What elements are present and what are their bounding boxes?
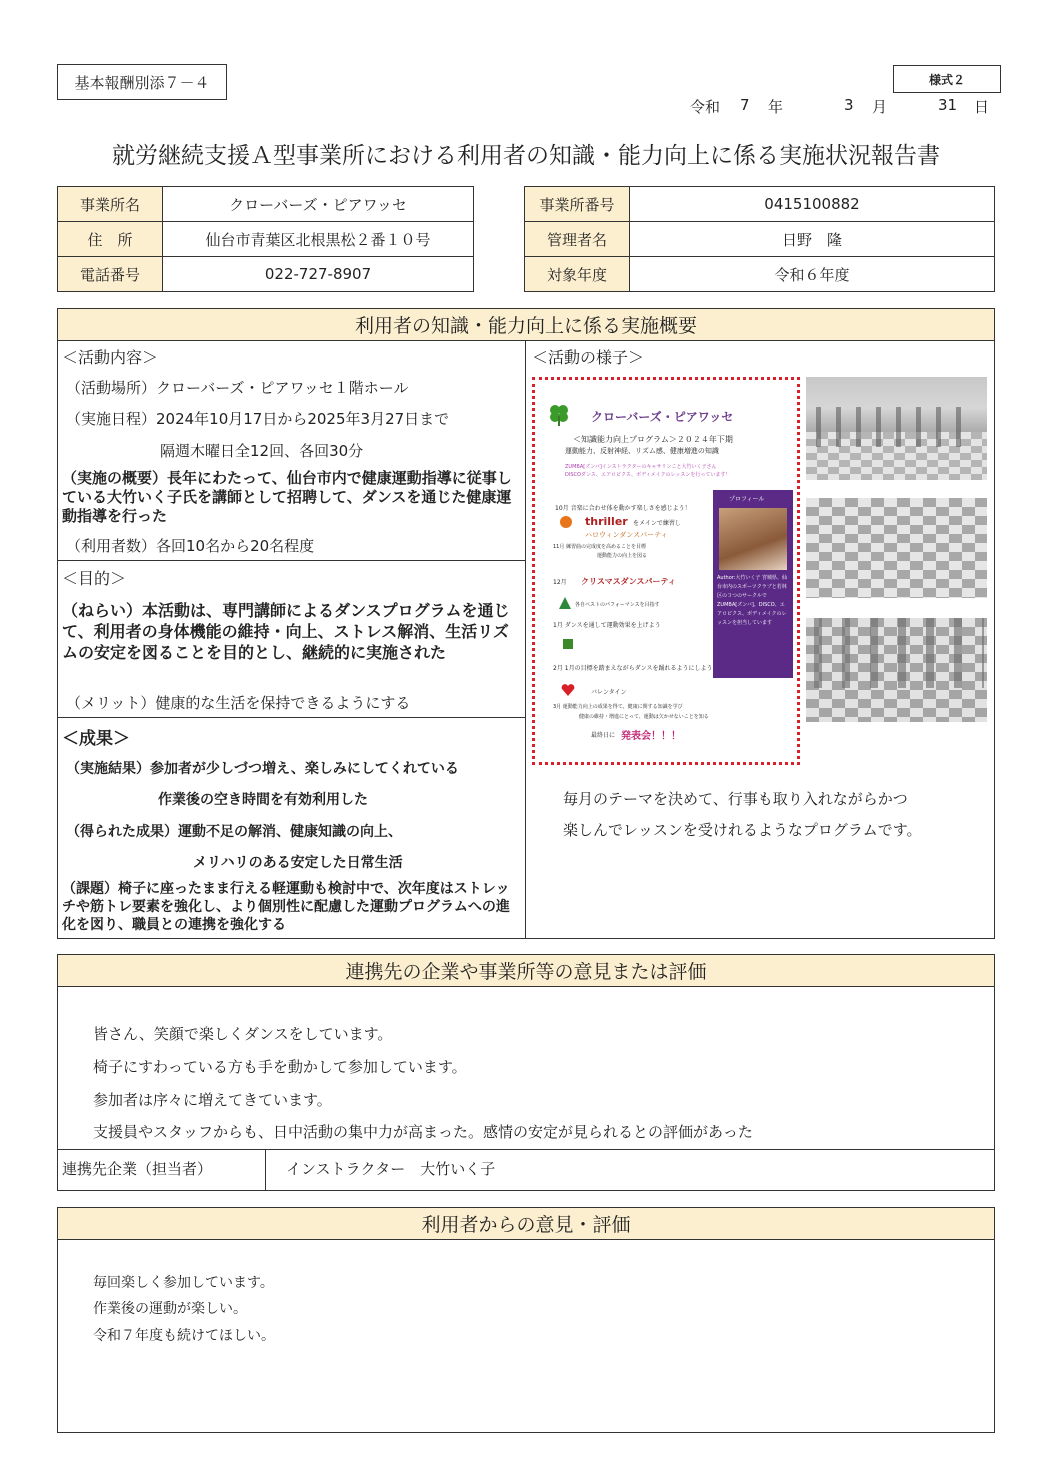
purpose-merit: （メリット）健康的な生活を保持できるようにする <box>66 694 411 712</box>
report-date <box>690 96 990 118</box>
overview-title: 利用者の知識・能力向上に係る実施概要 <box>58 309 994 341</box>
info-table-left <box>57 186 474 292</box>
clover-icon <box>547 402 571 426</box>
value-phone: 022-727-8907 <box>264 265 372 283</box>
scene-caption-1: 毎月のテーマを決めて、行事も取り入れながらかつ <box>563 790 908 808</box>
flyer-sub: ＜知識能力向上プログラム＞２０２４年下期 <box>573 435 733 444</box>
user-title: 利用者からの意見・評価 <box>58 1208 994 1240</box>
label-phone: 電話番号 <box>58 257 163 291</box>
flyer-feb <box>553 663 712 672</box>
flyer-mar-desc2: 健康の維持・増進にとって、運動は欠かせないことを知る <box>579 714 709 720</box>
feb-desc: 1月の目標を踏まえながらダンスを踊れるようにしよう <box>564 665 713 672</box>
label-office-number: 事業所番号 <box>525 187 630 222</box>
flyer-name: クローバーズ・ピアワッセ <box>591 410 734 424</box>
label-target-year: 対象年度 <box>525 257 630 291</box>
flyer-line1: 運動能力、反射神経、リズム感、健康増進の知識 <box>565 447 719 455</box>
flyer-thriller: thriller <box>585 515 628 528</box>
dance-photo-1 <box>806 377 987 480</box>
feb-label: 2月 <box>553 665 563 672</box>
flyer-thriller-desc: をメインで練習し <box>633 520 681 527</box>
value-target-year: 令和６年度 <box>774 265 850 284</box>
date-day-unit: 日 <box>974 98 990 116</box>
pumpkin-icon <box>559 514 573 528</box>
program-flyer <box>532 377 800 765</box>
activity-heading: ＜活動内容＞ <box>62 348 159 367</box>
scene-heading: ＜活動の様子＞ <box>532 348 645 367</box>
oct-desc: 音楽に合わせ体を動かす楽しさを感じよう！ <box>570 505 691 512</box>
jan-label: 1月 <box>553 622 563 629</box>
partner-line-2: 椅子にすわっている方も手を動かして参加しています。 <box>93 1058 467 1076</box>
activity-place: （活動場所）クローバーズ・ピアワッセ１階ホール <box>66 379 409 397</box>
activity-participants: （利用者数）各回10名から20名程度 <box>66 537 315 555</box>
date-month: 3 <box>844 96 854 114</box>
profile-text: Author:大竹いく子 宮城県、仙台市内のスポーツクラブと若林区の３つのサークルでZUMBA[ズンバ]、DISCO、エアロビクス、ボディメイクのレッスンを担当しています <box>717 575 788 626</box>
value-manager: 日野 隆 <box>630 222 994 257</box>
user-section <box>57 1207 995 1433</box>
purpose-aim: （ねらい）本活動は、専門講師によるダンスプログラムを通じて、利用者の身体機能の維持・向上、ストレス解消、生活リズムの安定を図ることを目的とし、継続的に実施された <box>62 601 510 662</box>
activity-schedule: （実施日程）2024年10月17日から2025年3月27日まで <box>66 410 450 428</box>
flyer-final: 最終日に <box>591 732 616 739</box>
flyer-best: 各自ベストのパフォーマンスを目指す <box>575 602 660 608</box>
result-implementation-2: 作業後の空き時間を有効利用した <box>158 792 368 808</box>
nov-label: 11月 <box>553 544 565 550</box>
tree-icon <box>559 597 571 611</box>
flyer-valentine: バレンタイン <box>591 689 627 696</box>
form-number-box <box>893 65 1001 93</box>
flyer-line2: ZUMBA[ズンバ]インストラクターのキャサリンこと大竹いく子さん <box>565 464 717 470</box>
flyer-jan <box>553 620 661 629</box>
result-implementation: （実施結果）参加者が少しづつ増え、楽しみにしてくれている <box>66 761 459 777</box>
partner-title: 連携先の企業や事業所等の意見または評価 <box>58 955 994 987</box>
value-office-number: 0415100882 <box>630 187 994 222</box>
nov-desc: 練習曲の完成度を高めることを目標 <box>565 544 646 550</box>
flyer-nov <box>553 543 646 550</box>
flyer-dec: 12月 <box>553 579 567 586</box>
partner-company-label: 連携先企業（担当者） <box>62 1160 213 1178</box>
flyer-halloween: ハロウィンダンスパーティ <box>585 531 668 539</box>
flyer-recital: 発表会！！！ <box>621 731 681 742</box>
partner-line-3: 参加者は序々に増えてきています。 <box>93 1091 332 1109</box>
scene-caption-2: 楽しんでレッスンを受けれるようなプログラムです。 <box>563 821 922 839</box>
flyer-line3: DISCOダンス、エアロビクス、ボディメイクのレッスンを行っています！ <box>565 472 731 478</box>
results-heading: ＜成果＞ <box>62 729 130 749</box>
partner-line-4: 支援員やスタッフからも、日中活動の集中力が高まった。感情の安定が見られるとの評価があった <box>93 1123 753 1141</box>
date-era: 令和 <box>690 98 721 116</box>
kadomatsu-icon <box>561 637 575 651</box>
date-day: 31 <box>938 96 958 114</box>
dance-photo-3 <box>806 618 987 722</box>
profile-card <box>713 490 793 678</box>
purpose-heading: ＜目的＞ <box>62 569 127 588</box>
activity-summary: （実施の概要）長年にわたって、仙台市内で健康運動指導に従事している大竹いく子氏を講師として招聘して、ダンスを通じた健康運動指導を行った <box>62 469 512 525</box>
mar-desc: 運動能力向上の成果を得て、健康に関する知識を学び <box>562 704 683 710</box>
partner-company-value: インストラクター 大竹いく子 <box>286 1160 496 1178</box>
profile-label: プロフィール <box>729 496 765 503</box>
user-line-1: 毎回楽しく参加しています。 <box>93 1275 274 1291</box>
result-gain: （得られた成果）運動不足の解消、健康知識の向上、 <box>66 824 402 840</box>
flyer-oct <box>555 503 691 512</box>
date-month-unit: 月 <box>872 98 888 116</box>
activity-schedule-detail: 隔週木曜日全12回、各回30分 <box>160 442 364 460</box>
value-office-name: クローバーズ・ピアワッセ <box>163 187 473 222</box>
info-table-right <box>524 186 995 292</box>
date-year: 7 <box>740 96 750 114</box>
dance-photo-2 <box>806 498 987 598</box>
flyer-mar <box>553 703 683 710</box>
user-line-3: 令和７年度も続けてほしい。 <box>93 1328 275 1344</box>
instructor-photo <box>719 508 787 570</box>
label-office-name: 事業所名 <box>58 187 163 222</box>
doc-ref-box <box>57 64 227 100</box>
label-address: 住 所 <box>58 222 163 257</box>
oct-label: 10月 <box>555 505 569 512</box>
value-address: 仙台市青葉区北根黒松２番１０号 <box>163 222 473 257</box>
heart-icon <box>561 684 575 696</box>
mar-label: 3月 <box>553 704 562 710</box>
flyer-nov-desc2: 運動能力の向上を図る <box>597 553 648 559</box>
form-number: 様式２ <box>928 72 965 87</box>
partner-line-1: 皆さん、笑顔で楽しくダンスをしています。 <box>93 1025 393 1043</box>
jan-desc: ダンスを通して運動効果を上げよう <box>564 622 661 629</box>
doc-ref: 基本報酬別添７－４ <box>74 73 210 92</box>
result-gain-2: メリハリのある安定した日常生活 <box>193 855 403 871</box>
date-year-unit: 年 <box>768 98 784 116</box>
result-issue: （課題）椅子に座ったまま行える軽運動も検討中で、次年度はストレッチや筋トレ要素を強化し、より個別性に配慮した運動プログラムへの進化を図り、職員との連携を強化する <box>62 881 510 933</box>
flyer-xmas: クリスマスダンスパーティ <box>581 577 676 586</box>
page-title: 就労継続支援Ａ型事業所における利用者の知識・能力向上に係る実施状況報告書 <box>112 142 940 169</box>
user-line-2: 作業後の運動が楽しい。 <box>93 1301 247 1317</box>
label-manager: 管理者名 <box>525 222 630 257</box>
